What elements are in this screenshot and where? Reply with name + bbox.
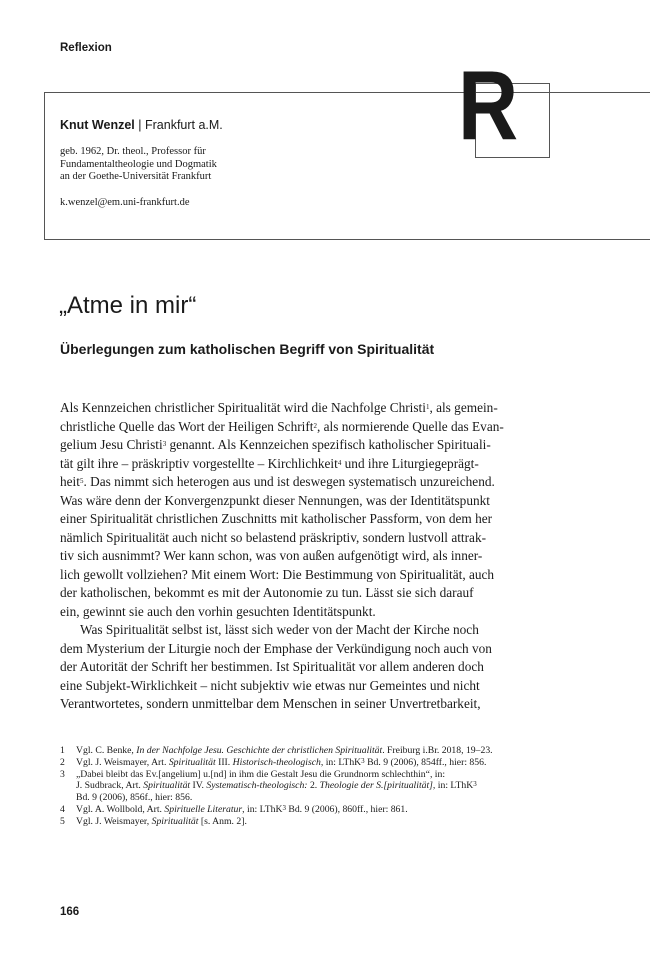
body-line <box>60 547 560 566</box>
body-text-span: eine Subjekt-Wirklichkeit – nicht subjektiv wie etwas nur Gemeintes und nicht <box>60 677 480 693</box>
body-line <box>60 677 560 696</box>
body-line <box>60 566 560 585</box>
body-text-span: Was Spiritualität selbst ist, lässt sich weder von der Macht der Kirche noch <box>80 622 479 637</box>
footnote-ref[interactable]: 1 <box>425 403 430 411</box>
initial-letter: R <box>458 50 517 160</box>
author-bio <box>60 146 217 184</box>
footnote-number: 2 <box>60 756 65 768</box>
footnote-italic: Systematisch-theologisch: <box>206 780 308 792</box>
body-text-span: christliche Quelle das Wort der Heiligen Schrift <box>60 418 314 434</box>
body-line <box>60 418 560 437</box>
footnote-italic: Spiritualität <box>151 815 199 827</box>
footnote-continuation <box>60 780 560 792</box>
footnote-text: Bd. 9 (2006), 856f., hier: 856. <box>76 792 193 804</box>
author-location: | Frankfurt a.M. <box>138 118 223 132</box>
footnote-content <box>76 769 445 781</box>
body-text-span: Als Kennzeichen christlicher Spiritualität wird die Nachfolge Christi <box>60 400 426 415</box>
body-text-span: , als gemein- <box>429 400 498 415</box>
body-line <box>60 492 560 511</box>
body-text-span: der katholischen, bekommt es mit der Autonomie zu tun. Lässt sie sich darauf <box>60 585 474 600</box>
footnote-continuation <box>60 792 560 804</box>
body-line <box>60 529 560 548</box>
body-line <box>60 603 560 622</box>
footnote-sup: 3 <box>361 756 365 765</box>
footnote-ref[interactable]: 5 <box>79 477 84 485</box>
body-line <box>60 640 560 659</box>
article-title: „Atme in mir“ <box>59 292 197 319</box>
body-text-span: tät gilt ihre – präskriptiv vorgestellte – Kirchlichkeit <box>60 455 338 471</box>
footnote-number: 5 <box>60 815 65 827</box>
footnote-text: [s. Anm. 2]. <box>198 815 247 827</box>
body-text-span: einer Spiritualität christlichen Zuschnitts mit katholischer Passform, von dem her <box>60 511 493 526</box>
body-text-span: und ihre Liturgiegeprägt- <box>341 455 479 471</box>
footnote-text: in: LThK <box>435 780 474 792</box>
footnote <box>60 804 560 816</box>
body-text-span: Was wäre denn der Konvergenzpunkt dieser Nennungen, was der Identitätspunkt <box>60 492 490 508</box>
footnote-sup: 3 <box>473 780 477 789</box>
footnote-text: IV. <box>190 780 207 792</box>
footnote-text: 2. <box>307 780 320 792</box>
body-text-span: Verantwortetes, sondern unmittelbar dem Menschen in seiner Unvertretbarkeit, <box>60 696 481 711</box>
footnote-text: . Freiburg i.Br. 2018, 19–23. <box>382 745 493 756</box>
footnote-ref[interactable]: 2 <box>313 421 317 430</box>
body-line <box>60 510 560 529</box>
footnote-text: Vgl. A. Wollbold, Art. <box>76 803 165 815</box>
body-line <box>60 695 560 714</box>
author-bio-line: geb. 1962, Dr. theol., Professor für <box>60 146 206 157</box>
body-text-span: gelium Jesu Christi <box>60 437 163 452</box>
footnote-content <box>76 816 247 828</box>
footnote-italic: Spirituelle Literatur <box>164 803 243 815</box>
footnote-ref[interactable]: 4 <box>337 458 342 467</box>
footnote-number: 1 <box>60 745 65 756</box>
body-text-span: ein, gewinnt sie auch den vorhin gesuchten Identitätspunkt. <box>60 603 376 619</box>
footnote <box>60 745 560 757</box>
footnote-italic: Spiritualität <box>168 756 216 768</box>
body-line <box>60 455 560 474</box>
author-email: k.wenzel@em.uni-frankfurt.de <box>60 197 190 208</box>
footnote-number: 3 <box>60 768 65 780</box>
footnote-text: Vgl. J. Weismayer, Art. <box>76 756 169 768</box>
body-text-span: genannt. Als Kennzeichen spezifisch katholischer Spirituali- <box>166 437 491 452</box>
body-text-span: lich gewollt vollziehen? Mit einem Wort: Die Bestimmung von Spiritualität, auch <box>60 566 495 582</box>
footnote-sup: 3 <box>282 803 286 812</box>
footnote-content <box>76 804 408 816</box>
footnote-text: Vgl. J. Weismayer, <box>76 815 152 827</box>
footnote-content <box>76 757 486 769</box>
author-bio-line: Fundamentaltheologie und Dogmatik <box>60 158 217 170</box>
footnote <box>60 816 560 828</box>
footnote-italic: Historisch-theologisch <box>232 756 321 768</box>
body-text-span: , als normierende Quelle das Evan- <box>316 418 504 434</box>
footnote-italic: Theologie der S.[piritualität], <box>319 780 436 792</box>
body-text-span: tiv sich ausnimmt? Wer kann schon, was von außen aufgenötigt wird, als inner- <box>60 548 483 563</box>
body-line <box>60 399 560 418</box>
body-text-span: heit <box>60 474 80 489</box>
body-text-span: dem Mysterium der Liturgie noch der Emphase der Verkündigung noch auch von <box>60 640 492 656</box>
section-label: Reflexion <box>60 42 112 54</box>
footnote-italic: Spiritualität <box>143 780 191 792</box>
author-name-line <box>60 118 223 132</box>
footnote-text: , in: LThK <box>320 756 362 768</box>
footnotes <box>60 745 560 828</box>
body-line <box>60 584 560 603</box>
footnote <box>60 769 560 781</box>
footnote-text: , in: LThK <box>242 803 283 815</box>
footnote-text: Bd. 9 (2006), 854ff., hier: 856. <box>364 756 487 768</box>
body-text-span: nämlich Spiritualität auch nicht so belastend präskriptiv, sondern lustvoll attrak- <box>60 529 487 545</box>
footnote-text: Vgl. C. Benke, <box>76 745 137 756</box>
body-line <box>60 621 560 640</box>
footnote-italic: In der Nachfolge Jesu. Geschichte der christlichen Spiritualität <box>136 745 383 756</box>
footnote-number: 4 <box>60 803 65 815</box>
body-line <box>60 436 560 455</box>
footnote-text: Bd. 9 (2006), 860ff., hier: 861. <box>285 803 408 815</box>
footnote-text: III. <box>215 756 233 768</box>
body-line <box>60 473 560 492</box>
article-body <box>60 399 560 714</box>
footnote-text: „Dabei bleibt das Ev.[angelium] u.[nd] in ihm die Gestalt Jesu die Grundnorm schlechthin“, in: <box>76 768 446 780</box>
footnote <box>60 757 560 769</box>
body-text-span: . Das nimmt sich heterogen aus und ist deswegen systematisch unzureichend. <box>83 474 495 489</box>
footnote-text: J. Sudbrack, Art. <box>76 780 144 792</box>
page-number: 166 <box>60 906 80 918</box>
body-text-span: der Autorität der Schrift her bestimmen. Ist Spiritualität vor allem anderen doch <box>60 659 484 674</box>
body-line <box>60 658 560 677</box>
author-bio-line: an der Goethe-Universität Frankfurt <box>60 171 212 182</box>
footnote-content <box>76 745 493 757</box>
footnote-ref[interactable]: 3 <box>162 440 167 448</box>
article-subtitle: Überlegungen zum katholischen Begriff von Spiritualität <box>60 341 435 357</box>
author-name: Knut Wenzel <box>60 118 135 132</box>
